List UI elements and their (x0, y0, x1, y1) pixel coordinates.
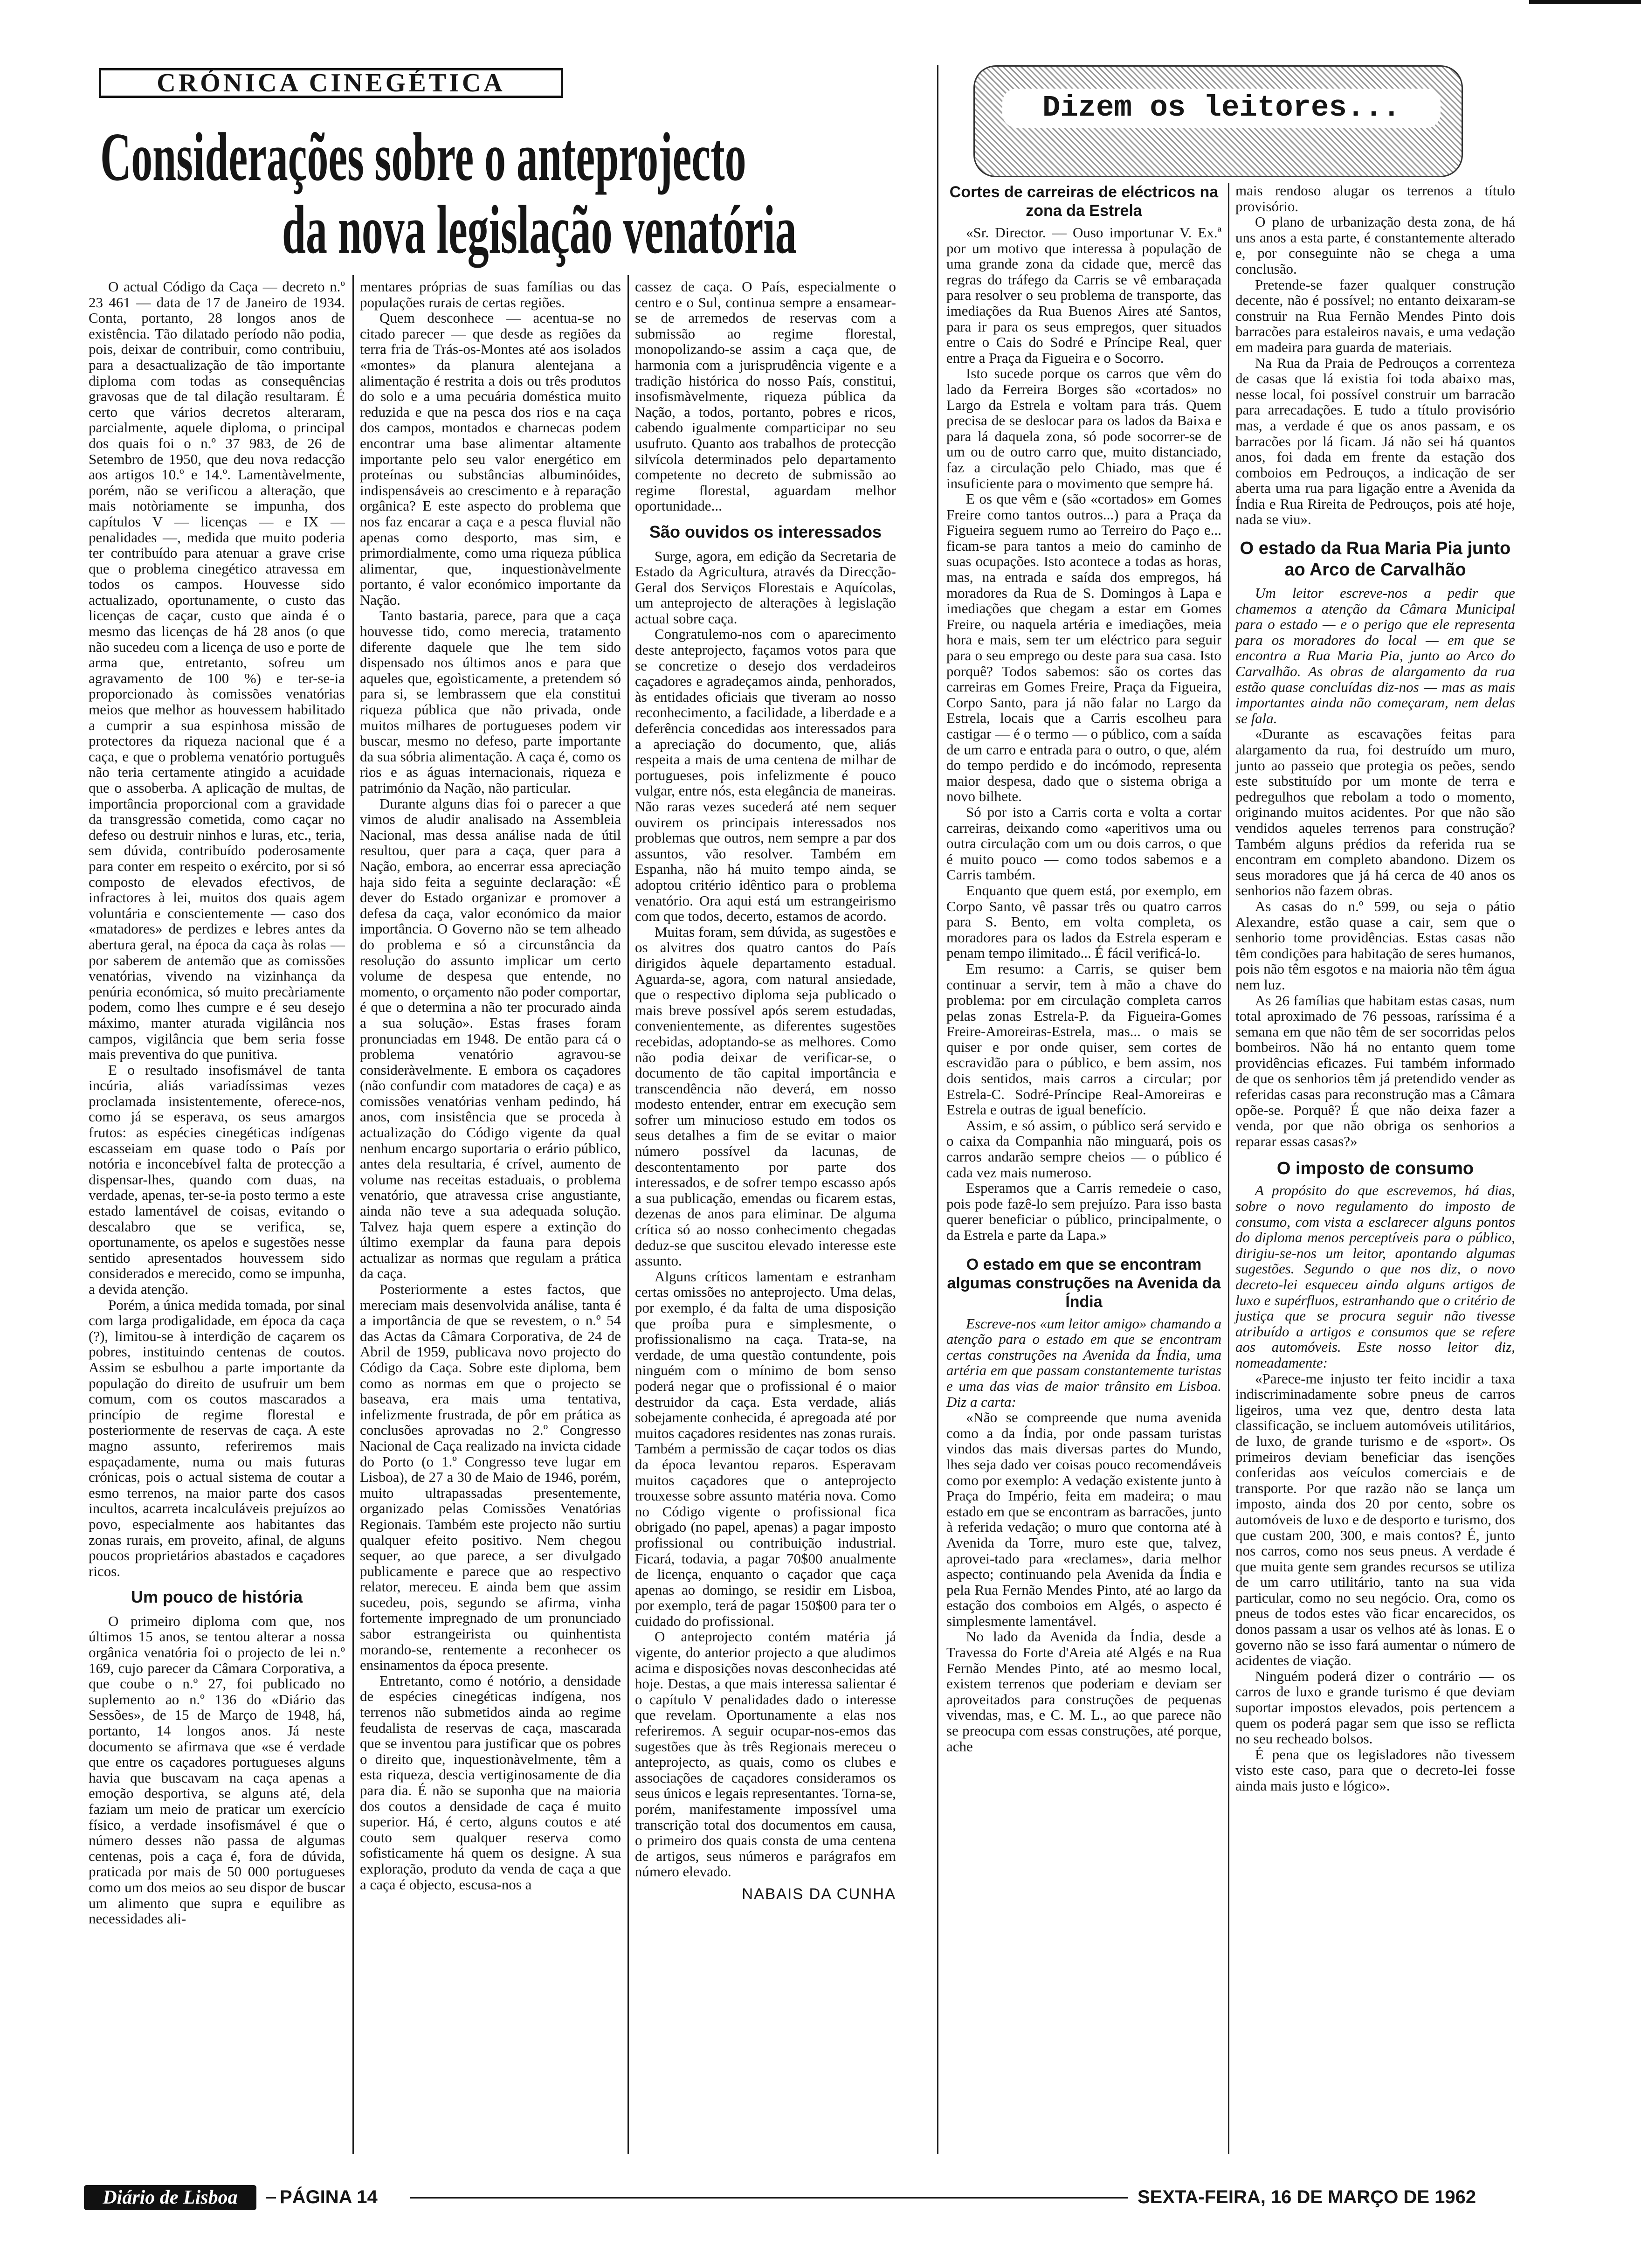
subheading-interested: São ouvidos os interessados (649, 522, 882, 541)
section-tag: CRÓNICA CINEGÉTICA (99, 68, 563, 98)
letter-title-trams: Cortes de carreiras de eléctricos na zona da Estrela (949, 183, 1219, 220)
letter-paragraph: Na Rua da Praia de Pedrouços a correnteza de casas que lá existia foi toda abaixo mas, nesse local, foi possível construir um barracão para arrecadações. E tudo a título provisório mas, a verdade é que os anos passam, e os barracões por lá ficam. Já não sei há quantos anos, foi dada em frente da estação dos comboios em Pedrouços, a indicação de ser aberta uma rua para ligação entre a Avenida da Índia e Rua Rireita de Pedrouços, pois até hoje, nada se viu». (1235, 354, 1515, 528)
letter-paragraph: «Durante as escavações feitas para alargamento da rua, foi destruído um muro, junto ao passeio que protegia os peões, sendo este substituído por um monte de terra e pedregulhos que rebolam a todo o momento, originando muitos acidentes. Por que não são vendidos aqueles terrenos para construção? Também alguns prédios da referida rua se encontram em completo abandono. Dizem os seus moradores que já há cerca de 40 anos os senhorios não fazem obras. (1235, 726, 1515, 899)
article-column-3 (635, 279, 896, 1902)
article-paragraph: E o resultado insofismável de tanta incúria, aliás variadíssimas vezes proclamada insistentemente, oferece-nos, como já se esperava, os seus amargos frutos: as espécies cinegéticas indígenas escasseiam em quase todo o País por notória e inconcebível falta de protecção a dispensar-lhes, quando com duas, na verdade, apenas, ter-se-ia posto termo a este estado lamentável de coisas, evitando o descalabro que se verifica, se, oportunamente, os apelos e sugestões nesse sentido apresentados houvessem sido considerados e merecido, como se impunha, a devida atenção. (89, 1061, 345, 1297)
letter-paragraph: Assim, e só assim, o público será servido e o caixa da Companhia não minguará, pois os carros andarão sempre cheios — o público é cada vez mais numeroso. (946, 1117, 1221, 1181)
article-paragraph: Entretanto, como é notório, a densidade de espécies cinegéticas indígena, nos terrenos não submetidos ainda ao regime feudalista de reservas de caça, mascarada que se inventou para justificar que os pobres o direito que, inquestionàvelmente, têm a esta riqueza, descia vertiginosamente de dia para dia. É não se suponha que na maioria dos coutos a densidade de caça é muito superior. Há, é certo, alguns coutos e até couto sem qualquer reserva como sofisticamente há quem os designe. A sua exploração, produto da venda de caça a que a caça é objecto, escusa-nos a (360, 1672, 621, 1893)
readers-column-b (1235, 183, 1515, 1794)
article-paragraph: Posteriormente a estes factos, que mereciam mais desenvolvida análise, tanta é a importância de que se revestem, o n.º 54 das Actas da Câmara Corporativa, de 24 de Abril de 1959, publicava novo projecto do Código da Caça. Sobre este diploma, bem como as normas em que o projecto se baseava, era mais uma tentativa, infelizmente frustrada, de pôr em prática as conclusões aprovadas no 2.º Congresso Nacional de Caça realizado na invicta cidade do Porto (o 1.º Congresso teve lugar em Lisboa), de 27 a 30 de Maio de 1946, porém, muito ultrapassadas presentemente, organizado pelas Comissões Venatórias Regionais. Também este projecto não surtiu qualquer efeito positivo. Nem chegou sequer, ao que parece, a ser divulgado publicamente e parece que ao respectivo relator, mereceu. E ainda bem que assim sucedeu, pois, segundo se afirma, vinha fortemente impregnado de um pronunciado sabor estrangeirista ou quinhentista morando-se, rentemente a reconhecer os ensinamentos da época presente. (360, 1281, 621, 1673)
letter-paragraph: Em resumo: a Carris, se quiser bem continuar a servir, tem à mão a chave do problema: por em circulação completa carros pelas zonas Estrela-P. da Figueira-Gomes Freire-Amoreiras-Estrela, mas... o mais se quiser e por onde quiser, sem cortes de escravidão para o público, e bem assim, nos dois sentidos, mais carros a circular; por Estrela-C. Sodré-Príncipe Real-Amoreiras e Estrela e outras de igual benefício. (946, 960, 1221, 1118)
letter-paragraph: As casas do n.º 599, ou seja o pátio Alexandre, estão quase a cair, sem que o senhorio tome providências. Estas casas não têm condições para habitação de seres humanos, pois não têm esgotos e na maioria não têm água nem luz. (1235, 898, 1515, 993)
section-divider (937, 65, 938, 2154)
footer-rule-left (266, 2197, 276, 2199)
article-paragraph: Congratulemo-nos com o aparecimento deste anteprojecto, façamos votos para que se concretize o desejo dos verdadeiros caçadores e agradeçamos ainda, penhorados, às entidades oficiais que tiveram ao nosso reconhecimento, a facilidade, a liberdade e a deferência concedidas aos interessados para a apreciação do documento, que, aliás respeita a mais de uma centena de milhar de portugueses, pois infelizmente é pouco vulgar, entre nós, esta elegância de maneiras. Não raras vezes sucederá até nem sequer ouvirem os principais interessados nos problemas que outros, nem sempre a par dos assuntos, vão resolver. Também em Espanha, não há muito tempo ainda, se adoptou critério idêntico para o problema venatório. Ora aqui está um estrangeirismo com que todos, decerto, estamos de acordo. (635, 626, 896, 925)
footer-date: SEXTA-FEIRA, 16 DE MARÇO DE 1962 (1138, 2187, 1476, 2207)
letter-title-maria-pia: O estado da Rua Maria Pia junto ao Arco de Carvalhão (1240, 539, 1511, 580)
footer-rule (410, 2197, 1128, 2199)
readers-banner-title: Dizem os leitores... (1002, 89, 1441, 128)
article-paragraph: O actual Código da Caça — decreto n.º 23 461 — data de 17 de Janeiro de 1934. Conta, portanto, 28 longos anos de existência. Tão dilatado período não podia, pois, deixar de contribuir, como contribuiu, para a desactualização de tão importante diploma com todas as consequências gravosas que de tal dilação resultaram. É certo que vários decretos alteraram, parcialmente, aquele diploma, o principal dos quais foi o n.º 37 983, de 26 de Setembro de 1950, que deu nova redacção aos artigos 10.º e 14.º. Lamentàvelmente, porém, não se verificou a alteração, que mais notòriamente se impunha, dos capítulos V — licenças — e IX — penalidades —, medida que muito poderia ter contribuído para atenuar a grave crise que o problema cinegético atravessa em todos os campos. Houvesse sido actualizado, oportunamente, o custo das licenças de caçar, custo que ainda é o mesmo das licenças de há 28 anos (o que não sucedeu com a licença de uso e porte de arma que, entretanto, sofreu um agravamento de 100 %) e ter-se-ia proporcionado às comissões venatórias meios que melhor as houvessem habilitado a cumprir a sua espinhosa missão de protectores da riqueza nacional que é a caça, e que o problema venatório português não teria certamente atingido a acuidade que o assoberba. A aplicação de multas, de importância proporcional com a gravidade da transgressão cometida, como caçar no defeso ou destruir ninhos e luras, etc., teria, sem dúvida, contribuído poderosamente para conter em respeito o exército, por si só composto de elevados efectivos, de infractores à lei, muitos dos quais agem voluntária e conscientemente — caso dos «matadores» de perdizes e lebres antes da abertura geral, na época da caça às rolas — por saberem de antemão que as comissões venatórias, vivendo na vizinhança da penúria económica, só muito precàriamente podem, como lhes cumpre e é seu desejo máximo, manter aturada vigilância nos campos, vigilância que bem seria fosse mais preventiva do que punitiva. (89, 278, 345, 1063)
article-paragraph: O primeiro diploma com que, nos últimos 15 anos, se tentou alterar a nossa orgânica venatória foi o projecto de lei n.º 169, cujo parecer da Câmara Corporativa, a que coube o n.º 27, foi publicado no suplemento ao n.º 136 do «Diário das Sessões», de 15 de Março de 1948, há, portanto, 14 longos anos. Já neste documento se afirmava que «se é verdade que entre os caçadores portugueses alguns havia que buscavam na caça apenas a emoção desportiva, se alguns até, dela faziam um meio de praticar um exercício físico, a verdade insofismável é que o número desses não passa de algumas centenas, pois a caça é, fora de dúvida, praticada por mais de 50 000 portugueses como um dos meios ao seu dispor de buscar um alimento que supra e equilibre as necessidades ali- (89, 1612, 345, 1927)
letter-title-avenida-india: O estado em que se encontram algumas construções na Avenida da Índia (947, 1255, 1221, 1311)
letter-paragraph: Isto sucede porque os carros que vêm do lado da Ferreira Borges são «cortados» no Largo da Estrela e voltam para trás. Quem precisa de se deslocar para os lados da Baixa e para lá daquela zona, só pode socorrer-se de um ou de outro carro que, muito distanciado, faz a circulação pelo Chiado, mas que é insuficiente para o movimento que sempre há. (946, 365, 1221, 491)
article-paragraph: Durante alguns dias foi o parecer a que vimos de aludir analisado na Assembleia Nacional, mas dessa análise nada de útil resultou, quer para a caça, quer para a Nação, embora, ao encerrar essa apreciação haja sido feita a seguinte declaração: «É dever do Estado organizar e promover a defesa da caça, valor económico da maior importância. O Governo não se tem alheado do problema e só a circunstância da resolução do assunto implicar um certo volume de despesa que entende, no momento, o orçamento não poder comportar, é que o determina a não ter procurado ainda a sua solução». Estas frases foram pronunciadas em 1948. De então para cá o problema venatório agravou-se consideràvelmente. E embora os caçadores (não confundir com matadores de caça) e as comissões venatórias venham pedindo, há anos, com insistência que se proceda à actualização do Código vigente da qual nenhum encargo suportaria o erário público, antes dela resultaria, é crível, aumento de volume nas receitas estaduais, o problema venatório, que atravessa crise angustiante, ainda não teve a sua adequada solução. Talvez haja quem espere a extinção do último exemplar da fauna para depois actualizar as normas que regulam a prática da caça. (360, 795, 621, 1282)
letter-paragraph: «Parece-me injusto ter feito incidir a taxa indiscriminadamente sobre pneus de carros ligeiros, uma vez que, dentro desta lata classificação, se incluem automóveis utilitários, de luxo, de grande turismo e de «sport». Os primeiros deviam beneficiar das isenções conferidas aos veículos comerciais e de transporte. Por que razão não se lança um imposto, ainda dos 20 por cento, sobre os automóveis de luxo e de desporto e turismo, dos que custam 200, 300, e mais contos? É, junto nos carros, como nos seus pneus. A verdade é que muita gente sem grandes recursos se utiliza de um carro utilitário, tanto na sua vida particular, como no seu negócio. Ora, como os pneus de todos estes vão ficar encarecidos, os donos passam a usar os velhos até às lonas. E o governo não se isso fará aumentar o número de acidentes de viação. (1235, 1370, 1515, 1669)
letter-intro: Escreve-nos «um leitor amigo» chamando a atenção para o estado em que se encontram certas construções na Avenida da Índia, uma artéria em que passam constantemente turistas e uma das vias de maior trânsito em Lisboa. Diz a carta: (946, 1315, 1221, 1410)
letter-paragraph: As 26 famílias que habitam estas casas, num total aproximado de 76 pessoas, raríssima é a semana em que não têm de ser socorridas pelos bombeiros. Não há no entanto quem tome providências eficazes. Fui também informado de que os senhorios têm já pretendido vender as referidas casas para reconstrução mas a Câmara opõe-se. Porquê? É que não deixa fazer a venda, por que não obriga os senhorios a reparar essas casas?» (1235, 992, 1515, 1149)
newspaper-logo: Diário de Lisboa (84, 2185, 256, 2210)
subheading-history: Um pouco de história (131, 1587, 303, 1607)
article-paragraph: Surge, agora, em edição da Secretaria de Estado da Agricultura, através da Direcção-Geral dos Serviços Florestais e Aquícolas, um anteprojecto de alterações à legislação actual sobre caça. (635, 547, 896, 627)
article-column-1 (89, 279, 345, 1927)
letter-paragraph: «Sr. Director. — Ouso importunar V. Ex.ª por um motivo que interessa à população de uma grande zona da cidade que, mercê das regras do tráfego da Carris se vê embaraçada para resolver o seu problema de transporte, das imediações da Rua Buenos Aires até Santos, para ir para os seus empregos, quer situados entre o Cais do Sodré e Príncipe Real, quer entre a Praça da Figueira e o Socorro. (946, 224, 1221, 366)
column-divider (627, 275, 629, 2154)
article-paragraph: Alguns críticos lamentam e estranham certas omissões no anteprojecto. Uma delas, por exemplo, é da falta de uma disposição que proíba pura e simplesmente, o profissionalismo na caça. Trata-se, na verdade, de uma questão contundente, pois ninguém com o mínimo de bom senso poderá negar que o profissional é o maior destruidor da caça. Esta verdade, aliás sobejamente conhecida, é apregoada até por muitos caçadores residentes nas zonas rurais. Também a permissão de caçar todos os dias da época levantou reparos. Esperavam muitos caçadores que o anteprojecto trouxesse sobre assunto matéria nova. Como no Código vigente o profissional fica obrigado (no papel, apenas) a pagar imposto profissional ou contribuição industrial. Ficará, todavia, a pagar 70$00 anualmente de licença, enquanto o caçador que caça apenas ao domingo, se residir em Lisboa, por exemplo, terá de pagar 150$00 para ter o cuidado do profissional. (635, 1268, 896, 1629)
headline-line-2: da nova legislação venatória (282, 192, 797, 268)
column-divider (352, 275, 354, 2154)
letter-paragraph: Ninguém poderá dizer o contrário — os carros de luxo e grande turismo é que deviam suportar impostos elevados, pois pertencem a quem os poderá pagar sem que isso se reflicta no seu recheado bolsos. (1235, 1667, 1515, 1747)
letter-paragraph: Só por isto a Carris corta e volta a cortar carreiras, deixando como «aperitivos uma ou outra circulação com um ou dois carros, o que é muito pouco — como todos sabemos e a Carris também. (946, 803, 1221, 883)
letter-intro: Um leitor escreve-nos a pedir que chamemos a atenção da Câmara Municipal para o estado — e o perigo que ele representa para os moradores do local — em que se encontra a Rua Maria Pia, junto ao Arco do Carvalhão. As obras de alargamento da rua estão quase concluídas diz-nos — mas as mais importantes ainda não começaram, nem delas se fala. (1235, 585, 1515, 726)
article-paragraph: cassez de caça. O País, especialmente o centro e o Sul, continua sempre a ensamear-se de arremedos de reservas com a submissão ao regime florestal, monopolizando-se assim a caça que, de harmonia com a jurisprudência vigente e a tradição histórica do nosso País, constitui, insofismàvelmente, riqueza pública da Nação, a todos, portanto, pobres e ricos, cabendo igualmente comparticipar no seu usufruto. Quanto aos trabalhos de protecção silvícola determinados pelo departamento competente no decreto de submissão ao regime florestal, aguardam melhor oportunidade... (635, 278, 896, 514)
column-divider (1228, 183, 1229, 2154)
article-paragraph: mentares próprias de suas famílias ou das populações rurais de certas regiões. (360, 278, 621, 311)
article-paragraph: Porém, a única medida tomada, por sinal com larga prodigalidade, em época da caça (?), limitou-se à interdição de caçarem os pobres, instituindo centenas de coutos. Assim se esbulhou a parte importante da população do direito de usufruir um bem comum, com os coutos mascarados a princípio de regime florestal e posteriormente de reservas de caça. A este magno assunto, referiremos mais espaçadamente, numa ou mais futuras crónicas, pois o actual sistema de coutar a esmo terrenos, na maior parte dos casos incultos, acarreta incalculáveis prejuízos ao povo, especialmente aos habitantes das zonas rurais, em proveito, afinal, de alguns poucos proprietários abastados e caçadores ricos. (89, 1296, 345, 1579)
article-paragraph: O anteprojecto contém matéria já vigente, do anterior projecto a que aludimos acima e disposições novas desconhecidas até hoje. Destas, a que mais interessa salientar é o capítulo V penalidades dado o interesse que revelam. Oportunamente a elas nos referiremos. A seguir ocupar-nos-emos das sugestões que às três Regionais mereceu o anteprojecto, as quais, como os clubes e associações de caçadores consideramos os seus únicos e legais representantes. Torna-se, porém, manifestamente impossível uma transcrição total dos documentos em causa, o primeiro dos quais consta de uma centena de artigos, seus números e parágrafos em número elevado. (635, 1628, 896, 1880)
letter-paragraph: Esperamos que a Carris remedeie o caso, pois pode fazê-lo sem prejuízo. Para isso basta querer beneficiar o público, principalmente, o da Estrela e parte da Lapa.» (946, 1180, 1221, 1243)
letter-paragraph: Pretende-se fazer qualquer construção decente, não é possível; no entanto deixaram-se construir na Rua Fernão Mendes Pinto dois barracões para estaleiros navais, e uma vedação em madeira para guarda de materiais. (1235, 276, 1515, 355)
letter-paragraph: Enquanto que quem está, por exemplo, em Corpo Santo, vê passar três ou quatro carros para S. Bento, em volta completa, os moradores para os lados da Estrela esperam e penam tempo ilimitado... É fácil verificá-lo. (946, 882, 1221, 961)
article-paragraph: Quem desconhece — acentua-se no citado parecer — que desde as regiões da terra fria de Trás-os-Montes até aos isolados «montes» da planura alentejana a alimentação é restrita a dois ou três produtos do solo e a uma pecuária doméstica muito reduzida e que na pesca dos rios e na caça dos campos, montados e charnecas podem encontrar uma base alimentar altamente importante pelo seu valor energético em proteínas ou substâncias albuminóides, indispensáveis ao crescimento e à reparação orgânica? E este aspecto do problema que nos faz encarar a caça e a pesca fluvial não apenas como desporto, mas sim, e primordialmente, como uma riqueza pública alimentar, que, inquestionàvelmente portanto, é valor económico importante da Nação. (360, 310, 621, 608)
headline-line-1: Considerações sobre o anteprojecto (100, 119, 746, 195)
letter-paragraph: O plano de urbanização desta zona, de há uns anos a esta parte, é constantemente alterado e, por conseguinte não se chega a uma conclusão. (1235, 214, 1515, 277)
letter-paragraph: «Não se compreende que numa avenida como a da Índia, por onde passam turistas vindos das mais diversas partes do Mundo, lhes seja dado ver coisas pouco recomendáveis como por exemplo: A vedação existente junto à Praça do Império, feita em madeira; o mau estado em que se encontram as barracões, junto à referida vedação; o muro que contorna até à Avenida da Torre, muro este que, talvez, aprovei-tado para «reclames», daria melhor aspecto; continuando pela Avenida da Índia e pela Rua Fernão Mendes Pinto, até ao largo da estação dos comboios em Algés, o aspecto é simplesmente lamentável. (946, 1409, 1221, 1629)
letter-paragraph: mais rendoso alugar os terrenos a título provisório. (1235, 182, 1515, 214)
top-rule (1529, 0, 1641, 4)
footer-page-number: PÁGINA 14 (280, 2187, 378, 2207)
letter-intro: A propósito do que escrevemos, há dias, sobre o novo regulamento do imposto de consumo, com vista a esclarecer alguns pontos do diploma menos perceptíveis para o público, dirigiu-se-nos um leitor, apontando algumas sugestões. Segundo o que nos diz, o novo decreto-lei esqueceu ainda alguns artigos de luxo e supérfluos, estranhando que o critério de justiça que se procura seguir não tivesse atribuído a artigos e consumos que se refere aos automóveis. Este nosso leitor diz, nomeadamente: (1235, 1182, 1515, 1371)
letter-title-consumption-tax: O imposto de consumo (1276, 1159, 1474, 1179)
article-column-2 (360, 279, 621, 1892)
letter-paragraph: No lado da Avenida da Índia, desde a Travessa do Forte d'Areia até Algés e na Rua Fernão Mendes Pinto, até ao mesmo local, existem terrenos que poderiam e deviam ser aproveitados para construções de pequenas vivendas, mas, e C. M. L., ao que parece não se preocupa com essas construções, até porque, ache (946, 1628, 1221, 1755)
letter-paragraph: E os que vêm e (são «cortados» em Gomes Freire como tantos outros...) para a Praça da Figueira seguem rumo ao Terreiro do Paço e... ficam-se para tantos a meio do caminho de suas ocupações. Isto acontece a todas as horas, mas, na entrada e saída dos empregos, há moradores da Rua de S. Domingos à Lapa e imediações que chegam a estar em Gomes Freire, ou naquela artéria e imediações, meia hora e mais, sem ter um eléctrico para seguir para o seu emprego ou deste para sua casa. Isto porquê? Todos sabemos: são os cortes das carreiras em Gomes Freire, Praça da Figueira, Corpo Santo, para já não falar no Largo da Estrela, locais que a Carris escolheu para castigar — é o termo — o público, com a saída de um carro e entrada para o outro, o que, além do tempo perdido e do incómodo, representa maior despesa, dado que o sistema obriga a novo bilhete. (946, 491, 1221, 805)
readers-column-a (946, 183, 1221, 1754)
article-paragraph: Tanto bastaria, parece, para que a caça houvesse tido, como merecia, tratamento diferente daquele que lhe tem sido dispensado nos últimos anos e para que aqueles que, egoìsticamente, a pretendem só para si, se lembrassem que ela constitui riqueza pública que não privada, onde muitos milhares de portugueses podem vir buscar, mesmo no defeso, parte importante da sua sóbria alimentação. A caça é, como os rios e as águas internacionais, riqueza e património da Nação, não particular. (360, 607, 621, 796)
letter-paragraph: É pena que os legisladores não tivessem visto este caso, para que o decreto-lei fosse ainda mais justo e lógico». (1235, 1746, 1515, 1794)
article-paragraph: Muitas foram, sem dúvida, as sugestões e os alvitres dos quatro cantos do País dirigidos àquele departamento estadual. Aguarda-se, agora, com natural ansiedade, que o respectivo diploma seja publicado o mais breve possível após serem estudadas, convenientemente, as diferentes sugestões recebidas, adoptando-se as melhores. Como não podia deixar de verificar-se, o documento de tão capital importância e transcendência não deverá, em nosso modesto entender, entrar em execução sem sofrer um minucioso estudo em todos os seus detalhes a fim de se evitar o maior número possível da lacunas, de descontentamento por parte dos interessados, e de sofrer tempo escasso após a sua publicação, emendas ou ficarem estas, dezenas de anos para eliminar. De alguma crítica só ao nosso conhecimento chegadas deduz-se que suscitou elevado interesse este assunto. (635, 923, 896, 1269)
author-signature: NABAIS DA CUNHA (742, 1885, 896, 1902)
